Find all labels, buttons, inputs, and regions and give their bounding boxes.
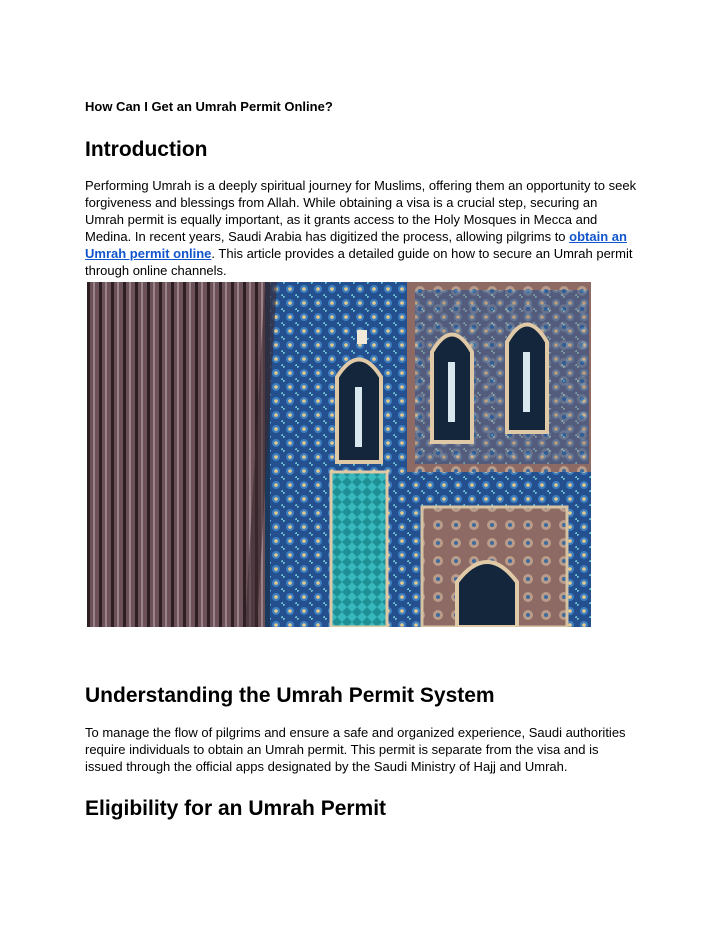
intro-line: Performing Umrah is a deeply spiritual journey for Muslims, offering them an opportunity to seek — [85, 178, 637, 193]
heading-introduction: Introduction — [85, 138, 208, 161]
understanding-line: require individuals to obtain an Umrah permit. This permit is separate from the visa and is — [85, 742, 599, 757]
intro-paragraph — [85, 177, 635, 279]
understanding-paragraph — [85, 724, 635, 775]
intro-line: forgiveness and blessings from Allah. While obtaining a visa is a crucial step, securing an — [85, 195, 598, 210]
intro-line — [85, 245, 635, 262]
understanding-line: To manage the flow of pilgrims and ensure a safe and organized experience, Saudi authorities — [85, 725, 626, 740]
intro-line: Umrah permit is equally important, as it grants access to the Holy Mosques in Mecca and — [85, 212, 598, 227]
understanding-line: issued through the official apps designated by the Saudi Ministry of Hajj and Umrah. — [85, 759, 568, 774]
intro-line-text: Medina. In recent years, Saudi Arabia has digitized the process, allowing pilgrims to — [85, 229, 570, 244]
intro-line — [85, 228, 635, 245]
intro-line-text: . This article provides a detailed guide on how to secure an Umrah permit — [211, 246, 633, 261]
mosque-tile-facade-image — [87, 282, 591, 627]
document-title: How Can I Get an Umrah Permit Online? — [85, 99, 333, 114]
intro-line: through online channels. — [85, 263, 227, 278]
umrah-permit-link[interactable]: obtain an — [569, 229, 627, 244]
heading-eligibility: Eligibility for an Umrah Permit — [85, 797, 387, 820]
umrah-permit-link-continued[interactable]: Umrah permit online — [85, 246, 212, 261]
heading-understanding: Understanding the Umrah Permit System — [85, 684, 495, 707]
